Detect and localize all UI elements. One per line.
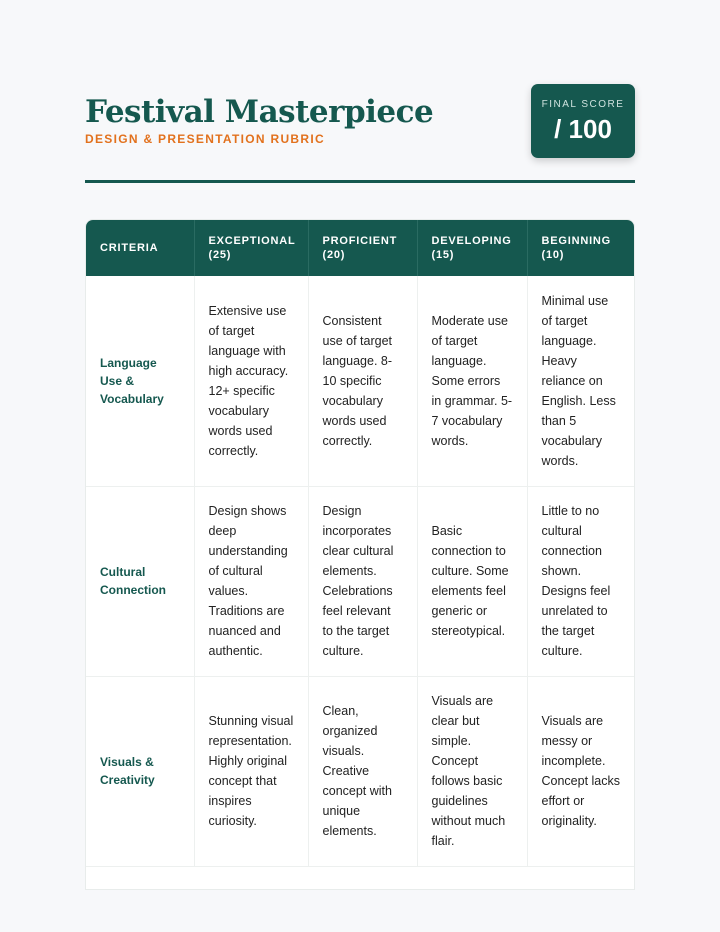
header-exceptional-name: EXCEPTIONAL (208, 235, 296, 247)
exceptional-cell: Extensive use of target language with high accuracy. 12+ specific vocabulary words used correctly. (194, 276, 308, 486)
criteria-cell: Visuals & Creativity (86, 676, 194, 866)
developing-cell: Moderate use of target language. Some errors in grammar. 5-7 vocabulary words. (417, 276, 527, 486)
header-proficient-name: PROFICIENT (322, 235, 398, 247)
header-developing-name: DEVELOPING (431, 235, 512, 247)
final-score-value: / 100 (554, 114, 612, 144)
document-header (85, 84, 635, 164)
developing-cell: Basic connection to culture. Some elements feel generic or stereotypical. (417, 486, 527, 676)
proficient-cell: Consistent use of target language. 8-10 specific vocabulary words used correctly. (308, 276, 417, 486)
beginning-cell: Little to no cultural connection shown. Designs feel unrelated to the target culture. (527, 486, 635, 676)
header-exceptional (194, 220, 308, 276)
rubric-header-row (86, 220, 635, 276)
table-row (86, 276, 635, 486)
header-criteria-name: CRITERIA (100, 242, 159, 254)
header-exceptional-points: (25) (208, 249, 232, 261)
header-divider (85, 180, 635, 183)
header-proficient-points: (20) (322, 249, 346, 261)
header-developing-points: (15) (431, 249, 455, 261)
header-criteria (86, 220, 194, 276)
table-row (86, 676, 635, 866)
developing-cell: Visuals are clear but simple. Concept follows basic guidelines without much flair. (417, 676, 527, 866)
header-beginning-name: BEGINNING (541, 235, 612, 247)
proficient-cell: Clean, organized visuals. Creative concept with unique elements. (308, 676, 417, 866)
exceptional-cell: Design shows deep understanding of cultural values. Traditions are nuanced and authentic. (194, 486, 308, 676)
beginning-cell: Visuals are messy or incomplete. Concept lacks effort or originality. (527, 676, 635, 866)
final-score-label: FINAL SCORE (541, 99, 625, 110)
page-subtitle: DESIGN & PRESENTATION RUBRIC (85, 132, 325, 146)
final-score-box (531, 84, 635, 158)
exceptional-cell: Stunning visual representation. Highly original concept that inspires curiosity. (194, 676, 308, 866)
page-title: Festival Masterpiece (85, 94, 434, 130)
table-row (86, 486, 635, 676)
header-developing (417, 220, 527, 276)
rubric-table-container (85, 219, 635, 890)
criteria-cell: Cultural Connection (86, 486, 194, 676)
header-beginning-points: (10) (541, 249, 565, 261)
rubric-table (86, 220, 635, 867)
beginning-cell: Minimal use of target language. Heavy reliance on English. Less than 5 vocabulary words. (527, 276, 635, 486)
criteria-cell: Language Use & Vocabulary (86, 276, 194, 486)
proficient-cell: Design incorporates clear cultural elements. Celebrations feel relevant to the target culture. (308, 486, 417, 676)
header-beginning (527, 220, 635, 276)
header-proficient (308, 220, 417, 276)
